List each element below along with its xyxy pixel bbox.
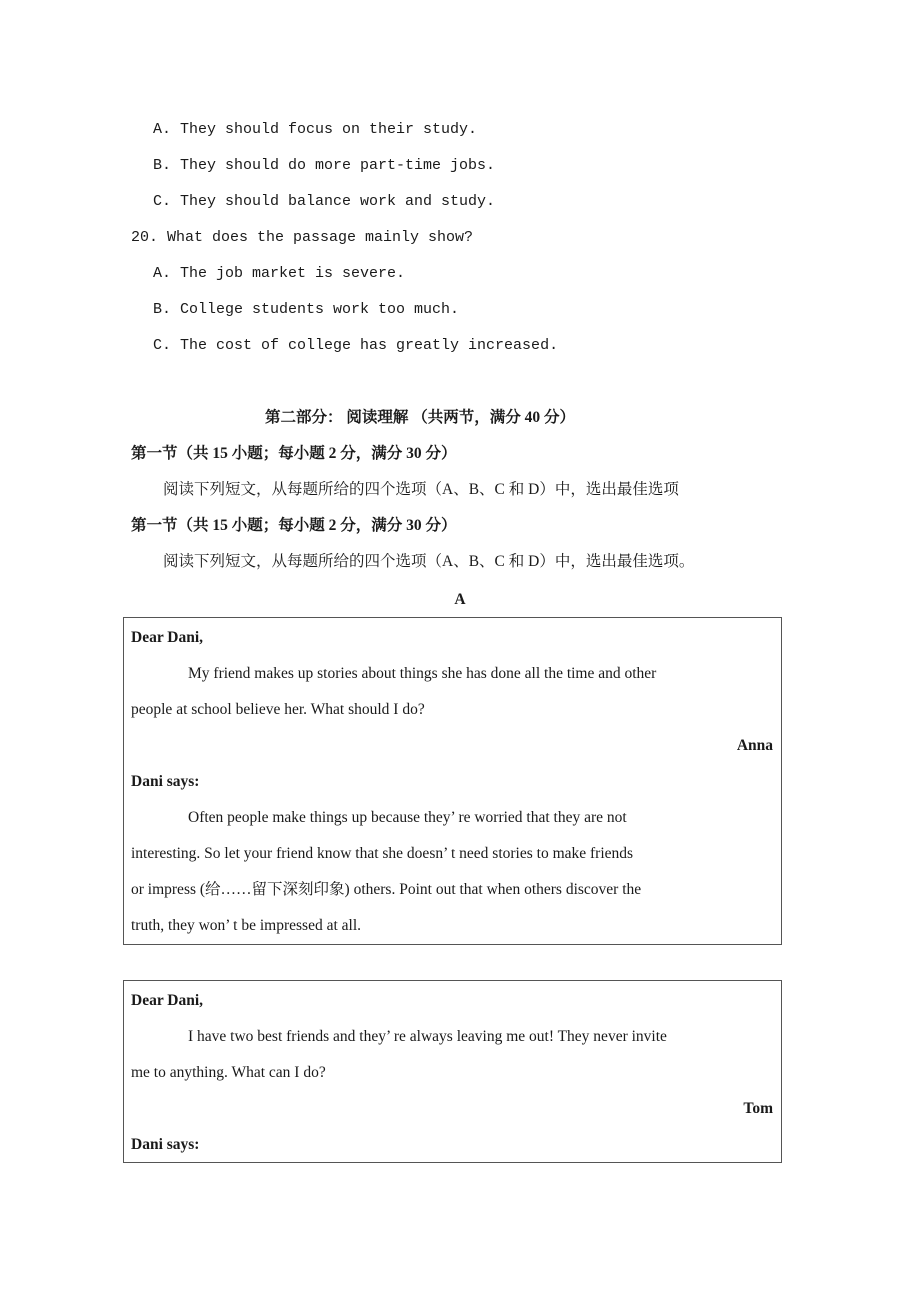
letter-salutation: Dear Dani,	[131, 992, 204, 1009]
letter-box-anna	[123, 617, 782, 945]
reply-heading: Dani says:	[131, 1136, 200, 1153]
reply-line: or impress (给……留下深刻印象) others. Point out that when others discover the	[131, 881, 642, 898]
letter-signature: Anna	[736, 737, 773, 754]
letter-body-line: people at school believe her. What should I do?	[131, 701, 425, 718]
q20-option-b: B. College students work too much.	[153, 301, 460, 318]
letter-signature: Tom	[743, 1100, 773, 1117]
letter-body-line: I have two best friends and they’ re always leaving me out! They never invite	[188, 1028, 667, 1045]
reply-heading: Dani says:	[131, 773, 200, 790]
reply-line: interesting. So let your friend know that she doesn’ t need stories to make friends	[131, 845, 634, 862]
letter-salutation: Dear Dani,	[131, 629, 204, 646]
letter-box-tom	[123, 980, 782, 1163]
passage-label: A	[454, 591, 466, 608]
letter-body-line: me to anything. What can I do?	[131, 1064, 326, 1081]
section1-heading-a: 第一节（共 15 小题；每小题 2 分，满分 30 分）	[131, 445, 457, 462]
part2-title: 第二部分： 阅读理解 （共两节，满分 40 分）	[265, 409, 576, 426]
q19-option-b: B. They should do more part-time jobs.	[153, 157, 496, 174]
instruction-b: 阅读下列短文，从每题所给的四个选项（A、B、C 和 D）中，选出最佳选项。	[163, 553, 695, 570]
reply-line: truth, they won’ t be impressed at all.	[131, 917, 362, 934]
section1-heading-b: 第一节（共 15 小题；每小题 2 分，满分 30 分）	[131, 517, 457, 534]
q20-option-a: A. The job market is severe.	[153, 265, 406, 282]
reply-line: Often people make things up because they’ re worried that they are not	[188, 809, 627, 826]
q20-option-c: C. The cost of college has greatly increased.	[153, 337, 559, 354]
q19-option-c: C. They should balance work and study.	[153, 193, 496, 210]
letter-body-line: My friend makes up stories about things she has done all the time and other	[188, 665, 657, 682]
q19-option-a: A. They should focus on their study.	[153, 121, 478, 138]
q20-question: 20. What does the passage mainly show?	[131, 229, 474, 246]
instruction-a: 阅读下列短文，从每题所给的四个选项（A、B、C 和 D）中，选出最佳选项	[163, 481, 679, 498]
